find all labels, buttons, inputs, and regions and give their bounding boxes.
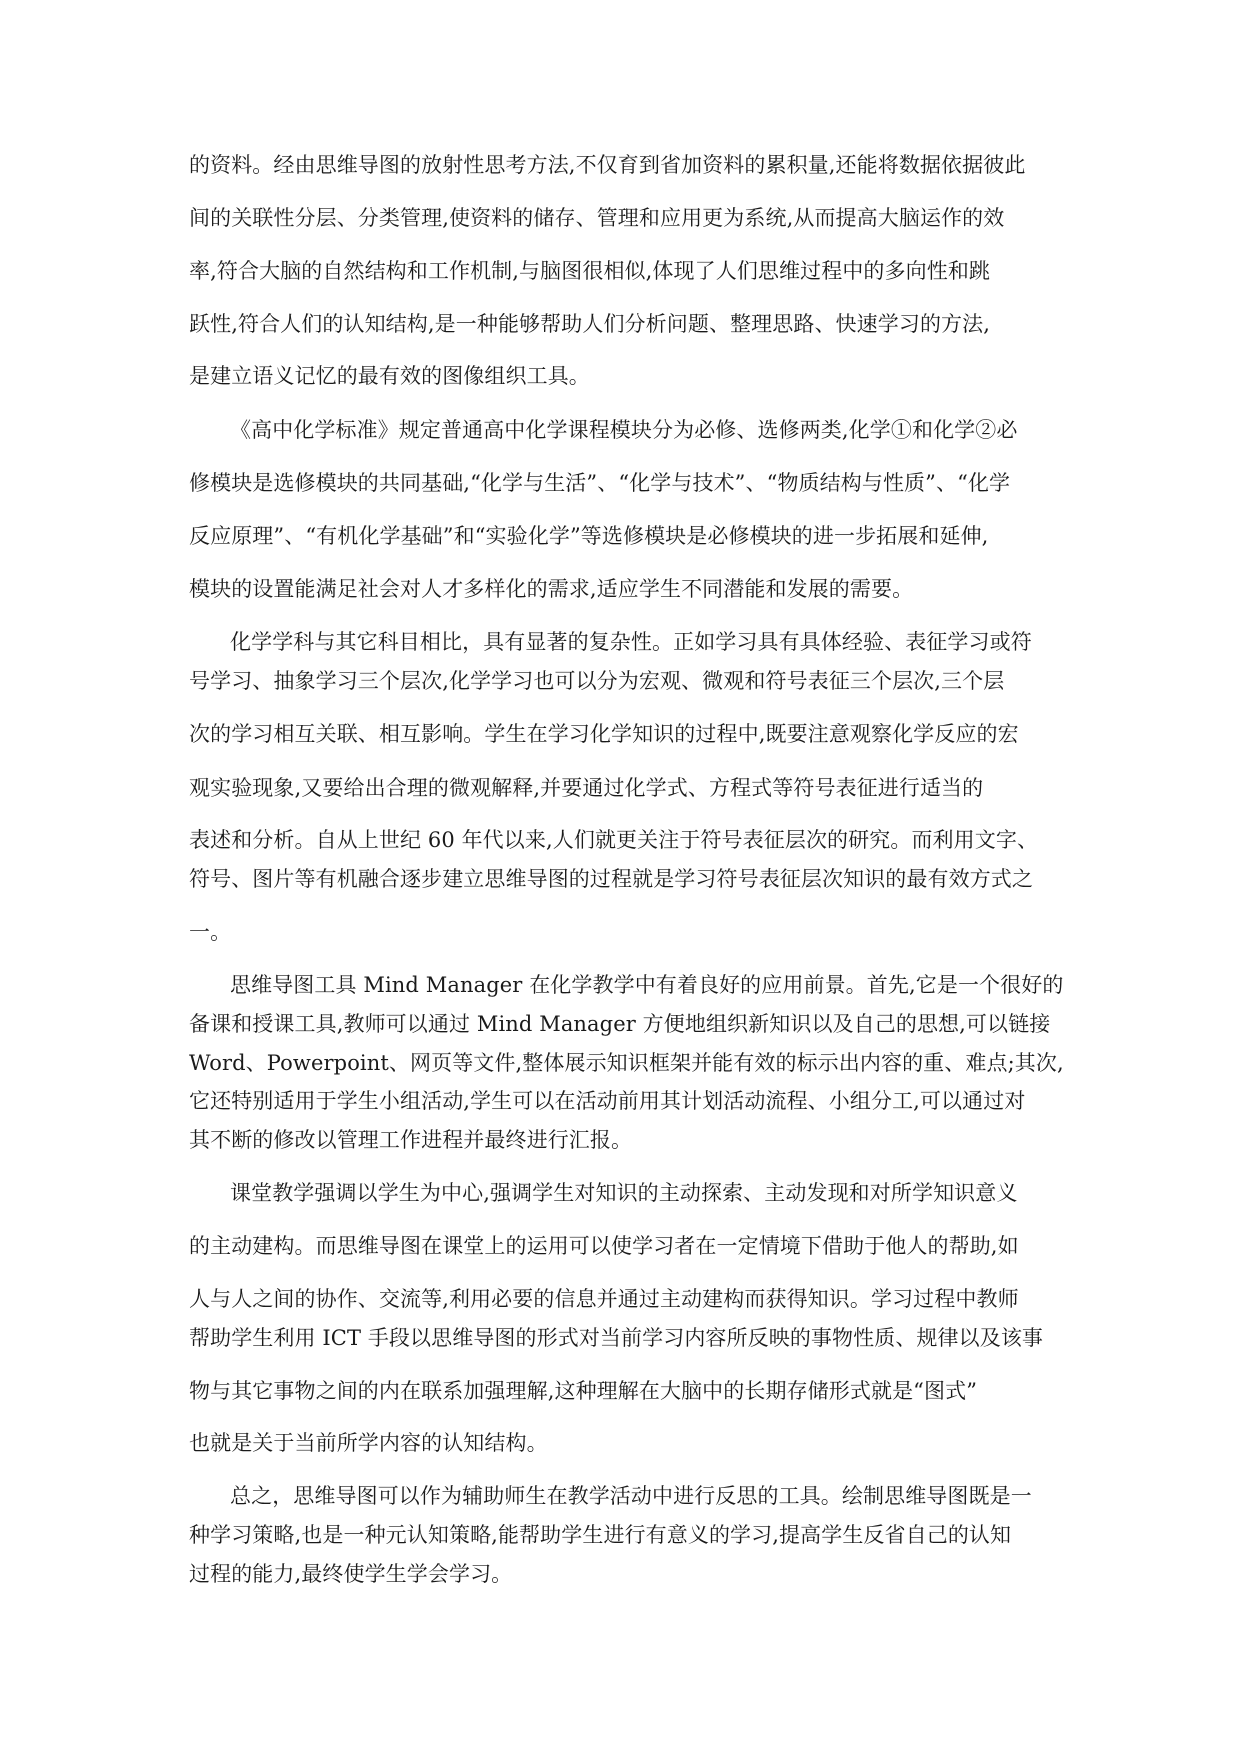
text-line: 跃性,符合人们的认知结构,是一种能够帮助人们分析问题、整理思路、快速学习的方法, xyxy=(189,312,991,336)
text-line: 模块的设置能满足社会对人才多样化的需求,适应学生不同潜能和发展的需要。 xyxy=(189,577,914,601)
text-line: 种学习策略,也是一种元认知策略,能帮助学生进行有意义的学习,提高学生反省自己的认知 xyxy=(189,1523,1012,1547)
text-line: 表述和分析。自从上世纪 60 年代以来,人们就更关注于符号表征层次的研究。而利用文字、 xyxy=(189,828,1039,852)
text-line: 观实验现象,又要给出合理的微观解释,并要通过化学式、方程式等符号表征进行适当的 xyxy=(189,776,984,800)
text-line: 号学习、抽象学习三个层次,化学学习也可以分为宏观、微观和符号表征三个层次,三个层 xyxy=(189,669,1005,693)
text-line: 帮助学生利用 ICT 手段以思维导图的形式对当前学习内容所反映的事物性质、规律以及该事 xyxy=(189,1326,1044,1350)
text-line: 化学学科与其它科目相比，具有显著的复杂性。正如学习具有具体经验、表征学习或符 xyxy=(230,630,1032,654)
text-line: 是建立语义记忆的最有效的图像组织工具。 xyxy=(189,364,590,388)
text-line: 其不断的修改以管理工作进程并最终进行汇报。 xyxy=(189,1128,633,1152)
text-line: 也就是关于当前所学内容的认知结构。 xyxy=(189,1431,548,1455)
text-line: 课堂教学强调以学生为中心,强调学生对知识的主动探索、主动发现和对所学知识意义 xyxy=(230,1181,1018,1205)
text-line: 修模块是选修模块的共同基础,“化学与生活”、“化学与技术”、“物质结构与性质”、“化学 xyxy=(189,471,1011,495)
text-line: 一。 xyxy=(189,920,232,944)
text-line: 的主动建构。而思维导图在课堂上的运用可以使学习者在一定情境下借助于他人的帮助,如 xyxy=(189,1234,1019,1258)
text-line: 符号、图片等有机融合逐步建立思维导图的过程就是学习符号表征层次知识的最有效方式之 xyxy=(189,867,1033,891)
text-line: 总之，思维导图可以作为辅助师生在教学活动中进行反思的工具。绘制思维导图既是一 xyxy=(230,1484,1032,1508)
text-line: 它还特别适用于学生小组活动,学生可以在活动前用其计划活动流程、小组分工,可以通过对 xyxy=(189,1089,1026,1113)
text-line: 《高中化学标准》规定普通高中化学课程模块分为必修、选修两类,化学①和化学②必 xyxy=(230,418,1018,442)
text-line: 过程的能力,最终使学生学会学习。 xyxy=(189,1562,513,1586)
text-line: 次的学习相互关联、相互影响。学生在学习化学知识的过程中,既要注意观察化学反应的宏 xyxy=(189,722,1019,746)
text-line: 备课和授课工具,教师可以通过 Mind Manager 方便地组织新知识以及自己的思想,可以链接 xyxy=(189,1012,1051,1036)
text-line: 反应原理”、“有机化学基础”和“实验化学”等选修模块是必修模块的进一步拓展和延伸, xyxy=(189,524,989,548)
text-line: 物与其它事物之间的内在联系加强理解,这种理解在大脑中的长期存储形式就是“图式” xyxy=(189,1379,978,1403)
text-line: 率,符合大脑的自然结构和工作机制,与脑图很相似,体现了人们思维过程中的多向性和跳 xyxy=(189,259,991,283)
text-line: 的资料。经由思维导图的放射性思考方法,不仅育到省加资料的累积量,还能将数据依据彼此 xyxy=(189,153,1026,177)
text-line: Word、Powerpoint、网页等文件,整体展示知识框架并能有效的标示出内容的重、难点;其次, xyxy=(189,1051,1064,1075)
text-line: 间的关联性分层、分类管理,使资料的储存、管理和应用更为系统,从而提高大脑运作的效 xyxy=(189,206,1005,230)
text-line: 思维导图工具 Mind Manager 在化学教学中有着良好的应用前景。首先,它是一个很好的 xyxy=(230,973,1064,997)
text-line: 人与人之间的协作、交流等,利用必要的信息并通过主动建构而获得知识。学习过程中教师 xyxy=(189,1287,1019,1311)
